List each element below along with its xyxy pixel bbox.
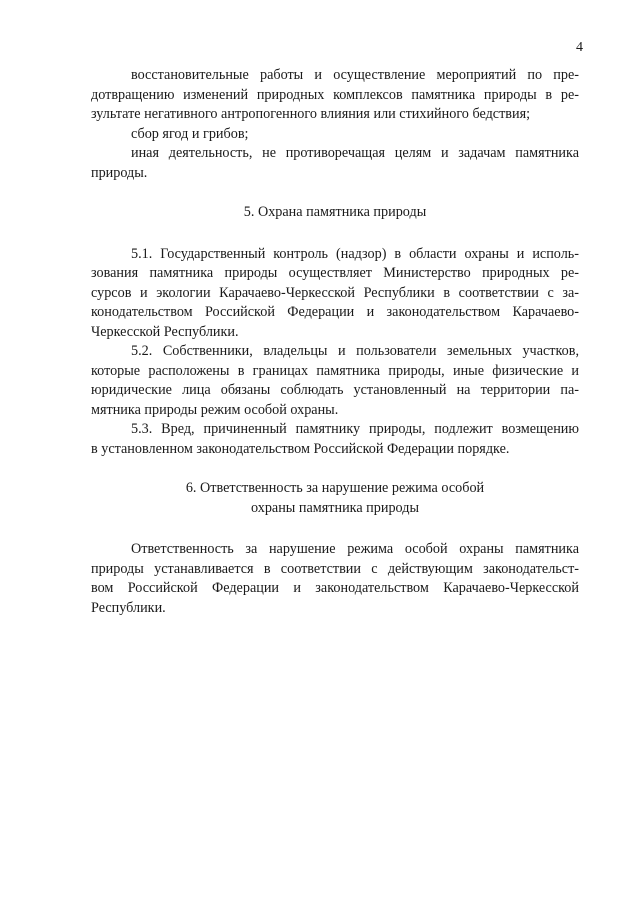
- text-line: зования памятника природы осуществляет Министерство природных ре-: [91, 265, 579, 281]
- list-item-other-activity: [91, 144, 579, 183]
- text-line: мятника природы режим особой охраны.: [91, 401, 339, 418]
- text-line: которые расположены в границах памятника природы, иные физические и: [91, 362, 579, 379]
- text-line: Республики.: [91, 599, 166, 616]
- text-line: юридические лица обязаны соблюдать установленный на территории па-: [91, 382, 579, 398]
- paragraph-5-1: [91, 245, 579, 343]
- text-line: конодательством Российской Федерации и законодательством Карачаево-: [91, 304, 579, 320]
- text-line: иная деятельность, не противоречащая целям и задачам памятника: [131, 145, 579, 161]
- paragraph-5-3: [91, 420, 579, 459]
- document-body: [91, 66, 579, 618]
- text-line: природы устанавливается в соответствии с действующим законодательст-: [91, 560, 579, 577]
- text-line: сбор ягод и грибов;: [131, 125, 249, 142]
- page-number: 4: [576, 40, 583, 55]
- spacer: [91, 518, 579, 540]
- list-item-berries: [91, 125, 579, 145]
- text-line: 5.2. Собственники, владельцы и пользователи земельных участков,: [131, 343, 579, 359]
- section-5-heading: 5. Охрана памятника природы: [243, 204, 427, 220]
- text-line: сурсов и экологии Карачаево-Черкесской Республики в соответствии с за-: [91, 284, 579, 301]
- section-6-heading-line-1: 6. Ответственность за нарушение режима особой: [185, 480, 485, 496]
- text-line: Черкесской Республики.: [91, 323, 239, 340]
- paragraph-5-2: [91, 342, 579, 420]
- text-line: Ответственность за нарушение режима особой охраны памятника: [131, 541, 579, 557]
- spacer: [91, 183, 579, 203]
- list-item-restoration: [91, 66, 579, 125]
- paragraph-6-1: [91, 540, 579, 618]
- text-line: восстановительные работы и осуществление мероприятий по пре-: [131, 67, 579, 83]
- spacer: [91, 223, 579, 245]
- text-line: зультате негативного антропогенного влияния или стихийного бедствия;: [91, 106, 531, 122]
- section-6-heading-line-2: охраны памятника природы: [250, 499, 419, 516]
- text-line: 5.3. Вред, причиненный памятнику природы, подлежит возмещению: [131, 421, 579, 437]
- spacer: [91, 459, 579, 479]
- text-line: дотвращению изменений природных комплексов памятника природы в ре-: [91, 86, 579, 103]
- text-line: в установленном законодательством Российской Федерации порядке.: [91, 440, 510, 457]
- text-line: вом Российской Федерации и законодательством Карачаево-Черкесской: [91, 580, 579, 596]
- text-line: 5.1. Государственный контроль (надзор) в области охраны и исполь-: [131, 245, 579, 262]
- text-line: природы.: [91, 164, 148, 181]
